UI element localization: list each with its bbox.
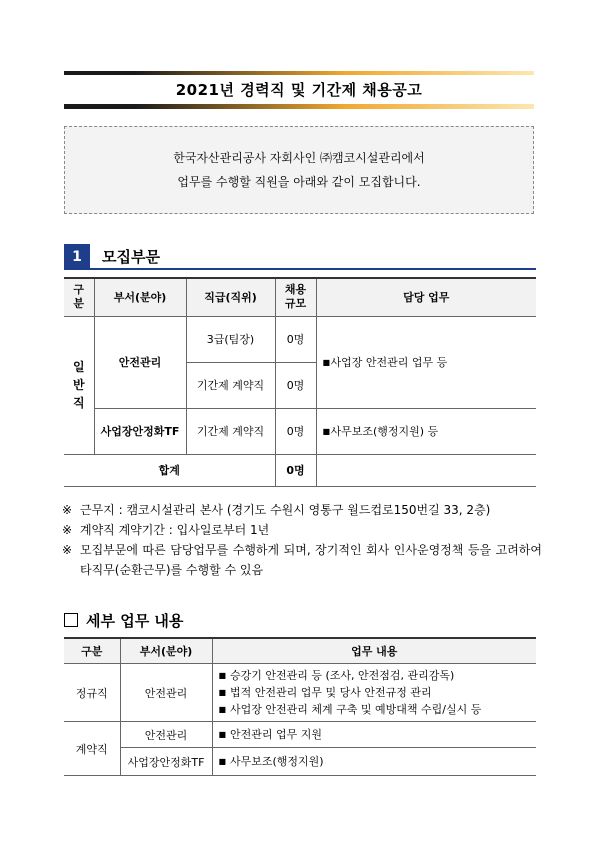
- header-dept: 부서(분야): [94, 278, 186, 316]
- duty-item: [219, 753, 537, 770]
- bullet-icon: ■: [218, 705, 227, 714]
- note-item: [62, 540, 542, 580]
- duty-list: [212, 664, 536, 722]
- total-empty: [316, 454, 536, 486]
- section-2-title: 세부 업무 내용: [86, 612, 184, 630]
- bullet-icon: ■: [218, 757, 227, 766]
- intro-box: [64, 126, 534, 214]
- category-cell: 일 반 직: [64, 316, 94, 454]
- type-contract: 계약직: [64, 722, 120, 776]
- grade-cell: 기간제 계약직: [186, 408, 275, 454]
- note-item: [62, 500, 542, 520]
- duty-text: 법적 안전관리 업무 및 당사 안전규정 관리: [230, 686, 432, 699]
- checkbox-square-icon: [64, 613, 78, 627]
- duty-item: [219, 684, 537, 701]
- title-bottom-bar: [64, 104, 534, 109]
- note-mark: ※: [62, 523, 73, 537]
- bullet-icon: ■: [322, 358, 331, 367]
- bullet-icon: ■: [218, 688, 227, 697]
- grade-cell: 기간제 계약직: [186, 362, 275, 408]
- size-cell: 0명: [275, 362, 316, 408]
- dept-tf: 사업장안정화TF: [120, 748, 212, 776]
- note-text: 모집부문에 따른 담당업무를 수행하게 되며, 장기적인 회사 인사운영정책 등을 고려하여 타직무(순환근무)를 수행할 수 있음: [80, 543, 542, 577]
- duty-detail-table: [64, 637, 536, 776]
- note-text: 계약직 계약기간 : 입사일로부터 1년: [80, 523, 270, 537]
- title-top-bar: [64, 71, 534, 75]
- bullet-icon: ■: [322, 427, 331, 436]
- title-banner: [64, 71, 534, 109]
- duty-item: [219, 667, 537, 684]
- header-type: 구 분: [64, 278, 94, 316]
- total-size: 0명: [275, 454, 316, 486]
- note-text: 근무지 : 캠코시설관리 본사 (경기도 수원시 영통구 월드컵로150번길 33, 2층): [80, 503, 491, 517]
- header-content: 업무 내용: [212, 638, 536, 664]
- notes: [62, 500, 542, 580]
- type-regular: 정규직: [64, 664, 120, 722]
- duty-cell: [316, 408, 536, 454]
- grade-cell: 3급(팀장): [186, 316, 275, 362]
- dept-safety: 안전관리: [120, 664, 212, 722]
- header-type: 구분: [64, 638, 120, 664]
- duty-item: [219, 726, 537, 743]
- header-duty: 담당 업무: [316, 278, 536, 316]
- duty-list: [212, 748, 536, 776]
- duty-text: 사무보조(행정지원) 등: [330, 425, 439, 438]
- note-mark: ※: [62, 503, 73, 517]
- note-item: [62, 520, 542, 540]
- bullet-icon: ■: [218, 671, 227, 680]
- duty-text: 사업장 안전관리 체계 구축 및 예방대책 수립/실시 등: [230, 703, 482, 716]
- section-2-heading: [64, 610, 183, 631]
- page-title: 2021년 경력직 및 기간제 채용공고: [175, 81, 423, 99]
- dept-safety: 안전관리: [120, 722, 212, 748]
- bullet-icon: ■: [218, 730, 227, 739]
- header-size: 채용 규모: [275, 278, 316, 316]
- section-1-heading: [64, 244, 536, 270]
- header-grade: 직급(직위): [186, 278, 275, 316]
- dept-tf: 사업장안정화TF: [94, 408, 186, 454]
- duty-text: 사업장 안전관리 업무 등: [330, 356, 448, 369]
- intro-line-1: 한국자산관리공사 자회사인 ㈜캠코시설관리에서: [173, 151, 425, 165]
- duty-item: [219, 701, 537, 718]
- size-cell: 0명: [275, 408, 316, 454]
- duty-cell: [316, 316, 536, 408]
- duty-list: [212, 722, 536, 748]
- section-1-title: 모집부문: [102, 248, 160, 266]
- duty-text: 승강기 안전관리 등 (조사, 안전점검, 관리감독): [230, 669, 455, 682]
- header-dept: 부서(분야): [120, 638, 212, 664]
- dept-safety: 안전관리: [94, 316, 186, 408]
- total-label: 합계: [64, 454, 275, 486]
- intro-line-2: 업무를 수행할 직원을 아래와 같이 모집합니다.: [177, 175, 421, 189]
- note-mark: ※: [62, 543, 73, 557]
- section-1-underline: [90, 268, 536, 270]
- size-cell: 0명: [275, 316, 316, 362]
- section-1-number: 1: [64, 244, 90, 270]
- duty-text: 사무보조(행정지원): [230, 755, 324, 768]
- duty-text: 안전관리 업무 지원: [230, 728, 323, 741]
- recruitment-table: [64, 277, 536, 487]
